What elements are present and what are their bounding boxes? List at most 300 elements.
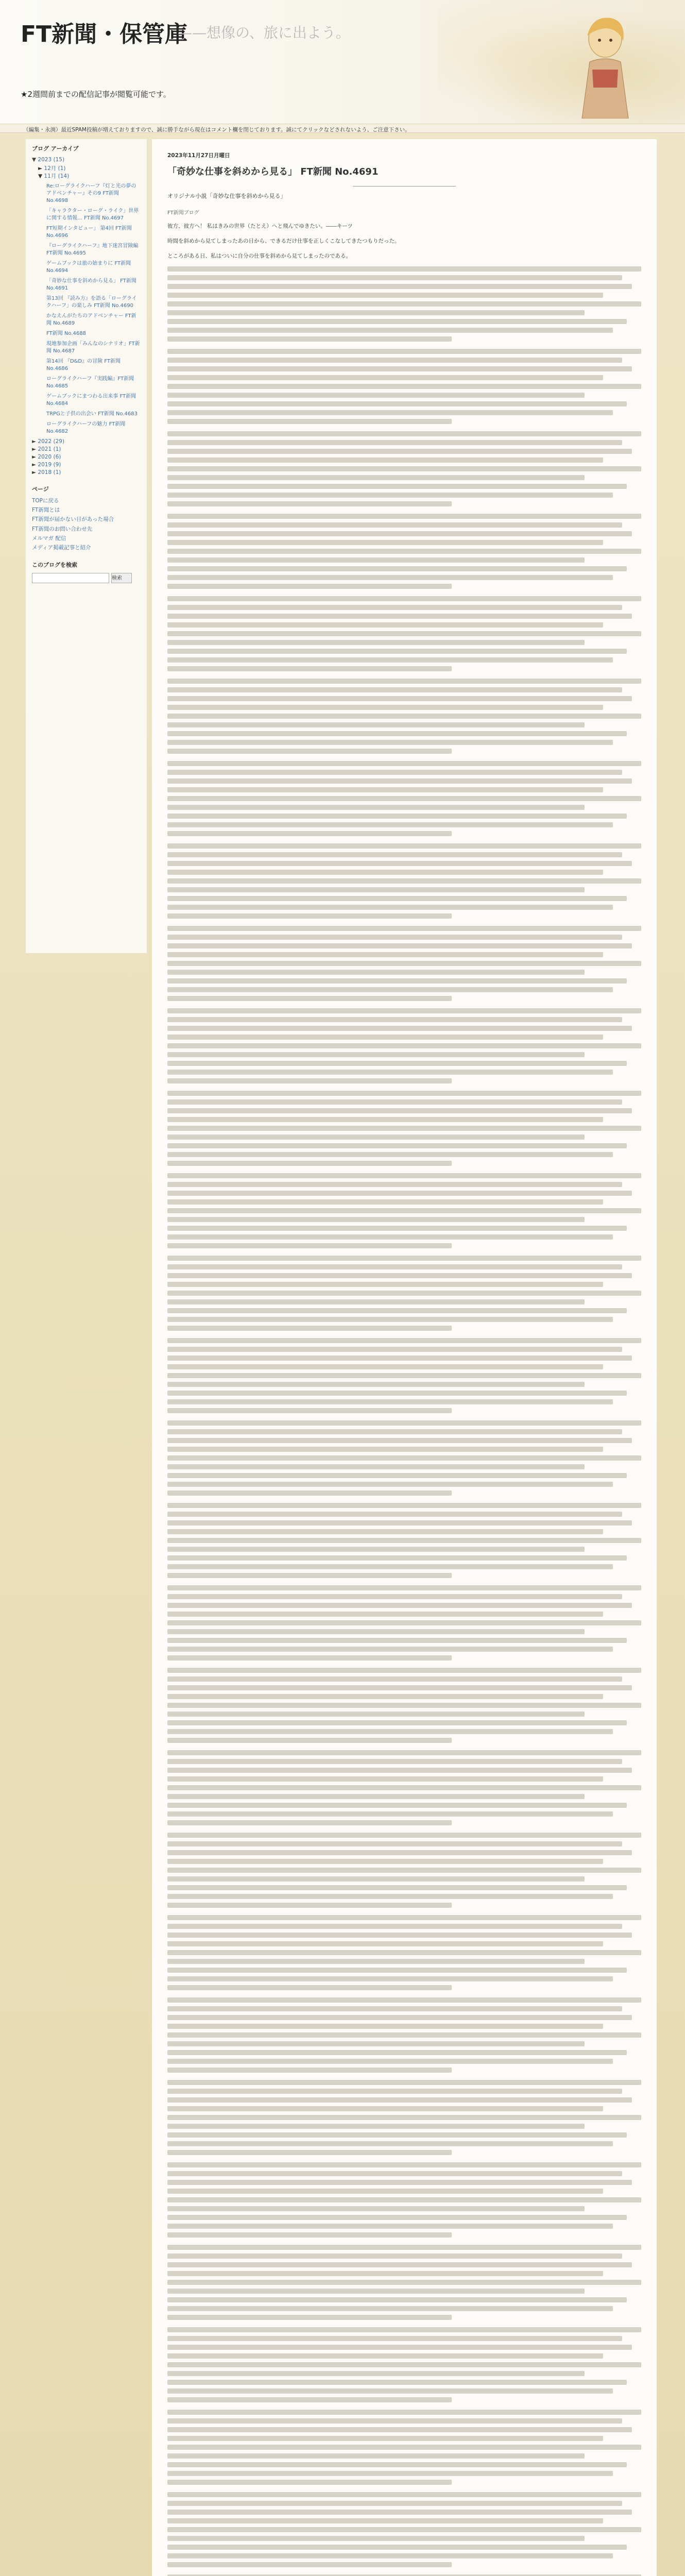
body-text-line xyxy=(167,749,452,754)
body-text-line xyxy=(167,1620,641,1625)
body-text-line xyxy=(167,1676,622,1682)
body-text-line xyxy=(167,2545,627,2550)
traveler-illustration-icon xyxy=(561,10,649,118)
body-text-line xyxy=(167,1950,641,1955)
page-link-top[interactable]: TOPに戻る xyxy=(32,498,59,504)
archive-post-link[interactable]: 現地参加企画「みんなのシナリオ」FT新聞 No.4687 xyxy=(46,341,140,354)
page-link-contact[interactable]: FT新聞のお問い合わせ先 xyxy=(32,526,93,532)
body-text-line xyxy=(167,1915,641,1920)
body-text-line xyxy=(167,266,641,272)
body-text-line xyxy=(167,1473,627,1478)
archive-month-nov[interactable]: ▼ 11月 (14) xyxy=(38,173,70,179)
archive-year[interactable]: ► 2021 (1) xyxy=(32,446,61,452)
body-text-line xyxy=(167,1317,613,1322)
body-text-line xyxy=(167,1078,452,1083)
header xyxy=(0,0,685,124)
body-text-line xyxy=(167,1199,603,1205)
body-text-line xyxy=(167,2397,452,2402)
body-text-line xyxy=(167,2224,613,2229)
body-text-line xyxy=(167,1043,641,1048)
search-input[interactable] xyxy=(32,573,109,583)
body-text-line xyxy=(167,2289,585,2294)
body-text-line xyxy=(167,1573,452,1578)
body-text-line xyxy=(167,301,641,307)
body-text-line xyxy=(167,393,585,398)
post-paragraph: ところがある日、私はついに自分の仕事を斜めから見てしまったのである。 xyxy=(167,252,351,259)
body-text-line xyxy=(167,2518,603,2523)
body-text-line xyxy=(167,1026,632,1031)
body-text-line xyxy=(167,2197,641,2202)
body-text-line xyxy=(167,2253,622,2259)
body-text-line xyxy=(167,1182,622,1187)
archive-year[interactable]: ► 2018 (1) xyxy=(32,469,61,476)
body-text-line xyxy=(167,484,627,489)
body-text-line xyxy=(167,475,585,480)
body-text-line xyxy=(167,1612,603,1617)
archive-post-link[interactable]: ローグライクハーフ『実践編』FT新聞 No.4685 xyxy=(46,376,134,389)
body-text-line xyxy=(167,2453,585,2459)
body-text-line xyxy=(167,2471,613,2476)
body-text-line xyxy=(167,1603,632,1608)
body-text-line xyxy=(167,2141,613,2146)
body-text-line xyxy=(167,1291,641,1296)
post-body-text-block xyxy=(167,266,641,2576)
body-text-line xyxy=(167,1594,622,1599)
body-text-line xyxy=(167,1061,627,1066)
separator xyxy=(353,186,456,187)
body-text-line xyxy=(167,284,632,289)
body-text-line xyxy=(167,1868,641,1873)
body-text-line xyxy=(167,1941,603,1946)
body-text-line xyxy=(167,1099,622,1105)
body-text-line xyxy=(167,1885,627,1890)
body-text-line xyxy=(167,2215,627,2220)
body-text-line xyxy=(167,328,613,333)
body-text-line xyxy=(167,614,632,619)
body-text-line xyxy=(167,275,622,280)
body-text-line xyxy=(167,649,627,654)
body-text-line xyxy=(167,1555,627,1561)
body-text-line xyxy=(167,843,641,849)
body-text-line xyxy=(167,978,627,984)
body-text-line xyxy=(167,2080,641,2085)
body-text-line xyxy=(167,384,641,389)
body-text-line xyxy=(167,778,632,784)
body-text-line xyxy=(167,1226,627,1231)
post-intro: オリジナル小説「奇妙な仕事を斜めから見る」 xyxy=(167,193,286,199)
body-text-line xyxy=(167,2418,622,2424)
body-text-line xyxy=(167,549,641,554)
body-text-line xyxy=(167,666,452,671)
body-text-line xyxy=(167,1282,603,1287)
body-text-line xyxy=(167,952,603,957)
archive-post-link[interactable]: 「奇妙な仕事を斜めから見る」 FT新聞 No.4691 xyxy=(46,278,136,291)
body-text-line xyxy=(167,705,603,710)
archive-post-link[interactable]: 「キャラクター・ローグ・ライク」世界に関する情報… FT新聞 No.4697 xyxy=(46,208,139,221)
header-illustration xyxy=(438,0,685,124)
archive-post-link[interactable]: FT新聞 No.4688 xyxy=(46,331,86,336)
body-text-line xyxy=(167,1326,452,1331)
post-category: FT新聞ブログ xyxy=(167,210,199,216)
body-text-line xyxy=(167,622,603,628)
body-text-line xyxy=(167,935,622,940)
body-text-line xyxy=(167,2562,452,2567)
body-text-line xyxy=(167,631,641,636)
body-text-line xyxy=(167,1503,641,1508)
body-text-line xyxy=(167,1711,585,1717)
body-text-line xyxy=(167,2510,632,2515)
body-text-line xyxy=(167,1347,622,1352)
body-text-line xyxy=(167,493,613,498)
body-text-line xyxy=(167,861,632,866)
body-text-line xyxy=(167,522,622,528)
body-text-line xyxy=(167,2245,641,2250)
body-text-line xyxy=(167,1976,613,1981)
body-text-line xyxy=(167,887,585,892)
post-main xyxy=(152,139,657,2576)
archive-post-link[interactable]: ローグライクハーフの魅力 FT新聞 No.4682 xyxy=(46,421,126,434)
body-text-line xyxy=(167,1803,627,1808)
body-text-line xyxy=(167,1859,603,1864)
body-text-line xyxy=(167,2106,603,2111)
body-text-line xyxy=(167,1520,632,1526)
body-text-line xyxy=(167,1759,622,1764)
body-text-line xyxy=(167,2132,627,2138)
body-text-line xyxy=(167,913,452,919)
body-text-line xyxy=(167,2206,585,2211)
body-text-line xyxy=(167,2327,641,2332)
body-text-line xyxy=(167,2536,585,2541)
body-text-line xyxy=(167,1299,585,1304)
body-text-line xyxy=(167,1785,641,1790)
archive-post-link[interactable]: ゲームブックにまつわる出来事 FT新聞 No.4684 xyxy=(46,394,136,406)
body-text-line xyxy=(167,557,585,563)
body-text-line xyxy=(167,1876,585,1882)
body-text-line xyxy=(167,770,622,775)
body-text-line xyxy=(167,896,627,901)
body-text-line xyxy=(167,1538,641,1543)
post-date: 2023年11月27日月曜日 xyxy=(167,152,230,159)
body-text-line xyxy=(167,1070,613,1075)
body-text-line xyxy=(167,1117,603,1122)
body-text-line xyxy=(167,1997,641,2003)
body-text-line xyxy=(167,2171,622,2176)
body-text-line xyxy=(167,1264,622,1269)
body-text-line xyxy=(167,1173,641,1178)
body-text-line xyxy=(167,996,452,1001)
body-text-line xyxy=(167,2262,632,2267)
body-text-line xyxy=(167,514,641,519)
body-text-line xyxy=(167,1338,641,1343)
body-text-line xyxy=(167,1191,632,1196)
body-text-line xyxy=(167,1382,585,1387)
body-text-line xyxy=(167,1429,622,1434)
archive-post-link[interactable]: TRPGと子供の出会い FT新聞 No.4683 xyxy=(46,411,138,417)
body-text-line xyxy=(167,2032,641,2038)
body-text-line xyxy=(167,1729,613,1734)
body-text-line xyxy=(167,2527,641,2532)
body-text-line xyxy=(167,2436,603,2441)
body-text-line xyxy=(167,822,613,827)
body-text-line xyxy=(167,2050,627,2055)
body-text-line xyxy=(167,1655,452,1660)
body-text-line xyxy=(167,2362,641,2367)
body-text-line xyxy=(167,293,603,298)
body-text-line xyxy=(167,1703,641,1708)
body-text-line xyxy=(167,787,603,792)
body-text-line xyxy=(167,761,641,766)
body-text-line xyxy=(167,2067,452,2073)
body-text-line xyxy=(167,2353,603,2359)
body-text-line xyxy=(167,2480,452,2485)
archive-post-link[interactable]: Re:ローグライクハーフ『灯と光の夢のアドベンチャー』その9 FT新聞 No.4698 xyxy=(46,183,136,204)
archive-year-2023[interactable]: ▼ 2023 (15) xyxy=(32,157,65,163)
body-text-line xyxy=(167,2189,603,2194)
page-link-not-delivered[interactable]: FT新聞が届かない日があった場合 xyxy=(32,516,114,523)
body-text-line xyxy=(167,2059,613,2064)
blog-title[interactable]: FT新聞・保管庫 xyxy=(21,21,188,47)
archive-year[interactable]: ► 2019 (9) xyxy=(32,462,61,468)
archive-post-link[interactable]: ゲームブックは旅の始まりに FT新聞 No.4694 xyxy=(46,261,131,274)
body-text-line xyxy=(167,2297,627,2302)
body-text-line xyxy=(167,1841,622,1846)
body-text-line xyxy=(167,805,585,810)
body-text-line xyxy=(167,852,622,857)
body-text-line xyxy=(167,1234,613,1240)
body-text-line xyxy=(167,2427,632,2432)
body-text-line xyxy=(167,1668,641,1673)
body-text-line xyxy=(167,1143,627,1148)
body-text-line xyxy=(167,1685,632,1690)
body-text-line xyxy=(167,1391,627,1396)
body-text-line xyxy=(167,2024,603,2029)
body-text-line xyxy=(167,457,603,463)
body-text-line xyxy=(167,419,452,424)
body-text-line xyxy=(167,1482,613,1487)
body-text-line xyxy=(167,1373,641,1378)
body-text-line xyxy=(167,1720,627,1725)
body-text-line xyxy=(167,1959,585,1964)
body-text-line xyxy=(167,1490,452,1496)
body-text-line xyxy=(167,540,603,545)
body-text-line xyxy=(167,1776,603,1782)
body-text-line xyxy=(167,584,452,589)
body-text-line xyxy=(167,2097,632,2103)
archive-year[interactable]: ► 2020 (6) xyxy=(32,454,61,460)
body-text-line xyxy=(167,2115,641,2120)
body-text-line xyxy=(167,1438,632,1443)
body-text-line xyxy=(167,1108,632,1113)
body-text-line xyxy=(167,1408,452,1413)
body-text-line xyxy=(167,796,641,801)
sidebar xyxy=(26,139,147,953)
body-text-line xyxy=(167,878,641,884)
body-text-line xyxy=(167,375,603,380)
body-text-line xyxy=(167,657,613,663)
body-text-line xyxy=(167,336,452,342)
body-text-line xyxy=(167,1820,452,1825)
body-text-line xyxy=(167,466,641,471)
body-text-line xyxy=(167,2371,585,2376)
body-text-line xyxy=(167,1447,603,1452)
body-text-line xyxy=(167,814,627,819)
body-text-line xyxy=(167,987,613,992)
archive-month-dec[interactable]: ► 12月 (1) xyxy=(38,165,66,172)
body-text-line xyxy=(167,1529,603,1534)
archive-year[interactable]: ► 2022 (29) xyxy=(32,438,65,445)
body-text-line xyxy=(167,2015,632,2020)
body-text-line xyxy=(167,2492,641,2497)
body-text-line xyxy=(167,1850,632,1855)
archive-post-link[interactable]: 第14回 『D&D』の冒険 FT新聞 No.4686 xyxy=(46,359,121,371)
body-text-line xyxy=(167,1585,641,1590)
body-text-line xyxy=(167,2306,613,2311)
body-text-line xyxy=(167,2553,613,2558)
body-text-line xyxy=(167,2180,632,2185)
body-text-line xyxy=(167,1811,613,1817)
body-text-line xyxy=(167,1638,627,1643)
search-heading: このブログを検索 xyxy=(32,562,77,569)
body-text-line xyxy=(167,926,641,931)
body-text-line xyxy=(167,1399,613,1404)
body-text-line xyxy=(167,1694,603,1699)
body-text-line xyxy=(167,2380,627,2385)
body-text-line xyxy=(167,2501,622,2506)
body-text-line xyxy=(167,970,585,975)
body-text-line xyxy=(167,2280,641,2285)
body-text-line xyxy=(167,1968,627,1973)
body-text-line xyxy=(167,366,632,371)
body-text-line xyxy=(167,1308,627,1313)
body-text-line xyxy=(167,596,641,601)
body-text-line xyxy=(167,449,632,454)
body-text-line xyxy=(167,1161,452,1166)
pages-heading: ページ xyxy=(32,486,49,493)
body-text-line xyxy=(167,1903,452,1908)
body-text-line xyxy=(167,2336,622,2341)
body-text-line xyxy=(167,1564,613,1569)
body-text-line xyxy=(167,1091,641,1096)
body-text-line xyxy=(167,731,627,736)
body-text-line xyxy=(167,1052,585,1057)
archive-post-link[interactable]: 第13回 『読み方』を語る「ローグライクハーフ」の楽しみ FT新聞 No.4690 xyxy=(46,296,137,309)
body-text-line xyxy=(167,961,641,966)
body-text-line xyxy=(167,431,641,436)
body-text-line xyxy=(167,1355,632,1361)
post-paragraph: 時間を斜めから見てしまったあの日から、できるだけ仕事を正しくこなしてきたつもりだった。 xyxy=(167,238,400,244)
search-button[interactable]: 検索 xyxy=(111,573,132,583)
body-text-line xyxy=(167,1364,603,1369)
body-text-line xyxy=(167,1933,632,1938)
body-text-line xyxy=(167,870,603,875)
body-text-line xyxy=(167,310,585,315)
body-text-line xyxy=(167,1647,613,1652)
body-text-line xyxy=(167,1134,585,1140)
page-link-mailmag[interactable]: メルマガ 配信 xyxy=(32,535,66,541)
body-text-line xyxy=(167,575,613,580)
post-paragraph: 彼方、彼方へ！ 私はきみの世界（たとえ）へと飛んでゆきたい。――キーツ xyxy=(167,223,353,229)
body-text-line xyxy=(167,1547,585,1552)
body-text-line xyxy=(167,1794,585,1799)
body-text-line xyxy=(167,1924,622,1929)
body-text-line xyxy=(167,1464,585,1469)
body-text-line xyxy=(167,2315,452,2320)
body-text-line xyxy=(167,605,622,610)
page-link-about[interactable]: FT新聞とは xyxy=(32,507,60,514)
body-text-line xyxy=(167,2462,627,2467)
body-text-line xyxy=(167,2006,622,2011)
body-text-line xyxy=(167,1152,613,1157)
body-text-line xyxy=(167,410,613,415)
body-text-line xyxy=(167,1985,452,1990)
archive-post-link[interactable]: かなえんがたちのアドベンチャー FT新聞 No.4689 xyxy=(46,313,136,326)
body-text-line xyxy=(167,2410,641,2415)
body-text-line xyxy=(167,2232,452,2238)
body-text-line xyxy=(167,1455,641,1461)
body-text-line xyxy=(167,943,632,948)
body-text-line xyxy=(167,905,613,910)
body-text-line xyxy=(167,1008,641,1013)
body-text-line xyxy=(167,2345,632,2350)
body-text-line xyxy=(167,722,585,727)
body-text-line xyxy=(167,831,452,836)
body-text-line xyxy=(167,2445,641,2450)
body-text-line xyxy=(167,2271,603,2276)
notice-bar: （編集・永渕）最近SPAM投稿が増えておりますので、誠に勝手ながら現在はコメント欄を閉じております。誠にてクリックなどされないよう、ご注意下さい。 xyxy=(0,124,685,133)
blog-description: ★2週間前までの配信記事が閲覧可能です。 xyxy=(21,90,171,99)
body-text-line xyxy=(167,640,585,645)
post-title[interactable]: 「奇妙な仕事を斜めから見る」 FT新聞 No.4691 xyxy=(167,166,379,177)
body-text-line xyxy=(167,440,622,445)
body-text-line xyxy=(167,2162,641,2167)
body-text-line xyxy=(167,1243,452,1248)
body-text-line xyxy=(167,1750,641,1755)
body-text-line xyxy=(167,740,613,745)
body-text-line xyxy=(167,1833,641,1838)
body-text-line xyxy=(167,1256,641,1261)
body-text-line xyxy=(167,1217,585,1222)
page-link-media[interactable]: メディア掲載記事と紹介 xyxy=(32,544,91,551)
body-text-line xyxy=(167,566,627,571)
body-text-line xyxy=(167,687,622,692)
body-text-line xyxy=(167,1512,622,1517)
archive-post-link[interactable]: 『ローグライクハーフ』地下迷宮冒険編 FT新聞 No.4695 xyxy=(46,243,139,256)
body-text-line xyxy=(167,714,641,719)
body-text-line xyxy=(167,2388,613,2394)
body-text-line xyxy=(167,319,627,324)
body-text-line xyxy=(167,1035,603,1040)
archive-heading: ブログ アーカイブ xyxy=(32,145,79,152)
body-text-line xyxy=(167,1017,622,1022)
body-text-line xyxy=(167,1126,641,1131)
body-text-line xyxy=(167,1420,641,1426)
body-text-line xyxy=(167,1273,632,1278)
body-text-line xyxy=(167,1768,632,1773)
body-text-line xyxy=(167,2124,585,2129)
body-text-line xyxy=(167,2089,622,2094)
blog-tagline: ——想像の、旅に出よう。 xyxy=(178,24,350,41)
body-text-line xyxy=(167,2041,585,2046)
body-text-line xyxy=(167,1629,585,1634)
body-text-line xyxy=(167,349,641,354)
archive-post-link[interactable]: FT短期インタビュー」 第4回 FT新聞 No.4696 xyxy=(46,226,132,239)
body-text-line xyxy=(167,1208,641,1213)
body-text-line xyxy=(167,679,641,684)
body-text-line xyxy=(167,1738,452,1743)
body-text-line xyxy=(167,401,627,406)
body-text-line xyxy=(167,2150,452,2155)
body-text-line xyxy=(167,696,632,701)
